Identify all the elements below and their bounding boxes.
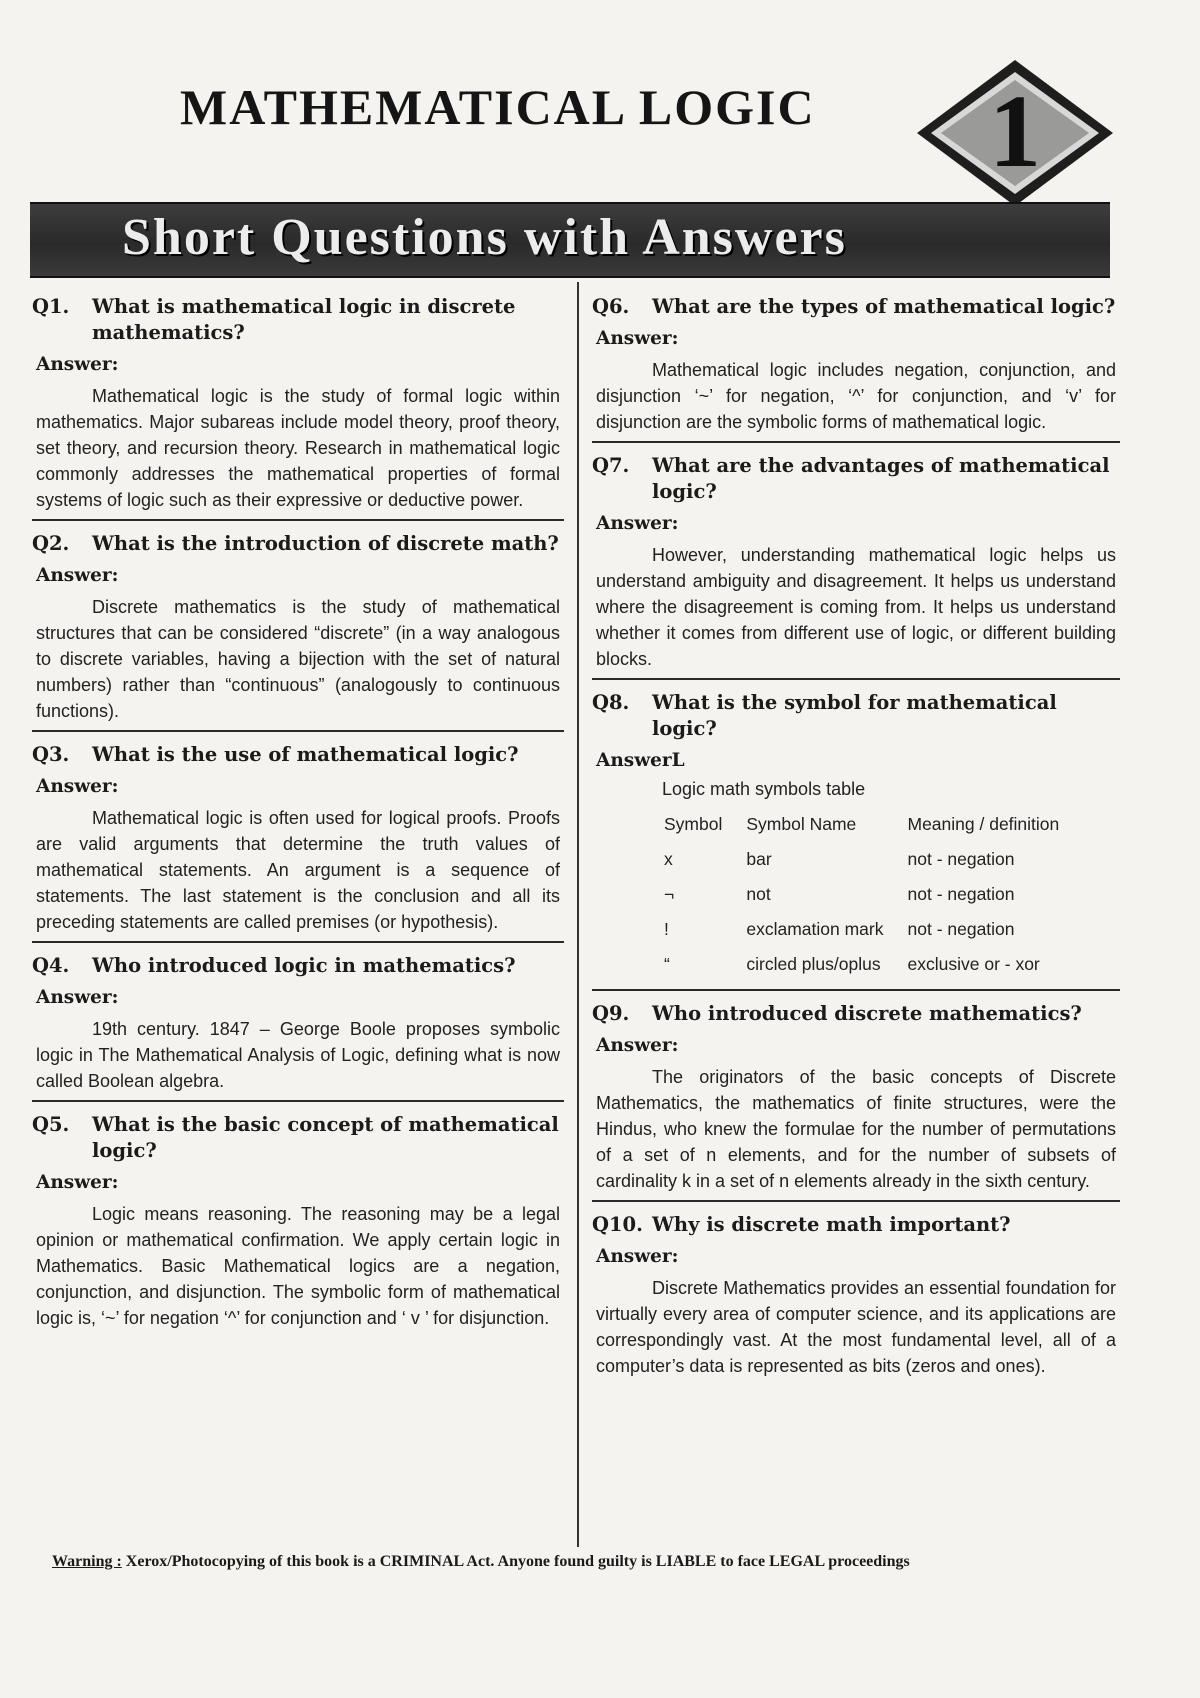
question-number: Q8. <box>592 691 630 714</box>
qa-block-q4 <box>32 953 564 1102</box>
right-column <box>592 294 1120 1395</box>
answer-label: Answer: <box>596 1035 679 1056</box>
qa-block-q2 <box>32 531 564 732</box>
section-banner <box>30 202 1110 278</box>
symbol-cell: ¬ <box>664 884 675 904</box>
answer-text: Mathematical logic includes negation, conjunction, and disjunction ‘~’ for negation, ‘^’ for conjunction, and ‘v’ for disjunction are the symbolic forms of mathematical logic. <box>596 360 1116 432</box>
answer-label: Answer: <box>36 1172 119 1193</box>
answer-label: AnswerL <box>596 750 685 771</box>
question <box>32 1112 564 1164</box>
qa-block-q8 <box>592 690 1120 991</box>
question <box>592 1212 1120 1238</box>
table-row <box>652 843 1071 878</box>
question <box>592 453 1120 505</box>
table-row <box>652 948 1071 983</box>
answer-text: Mathematical logic is often used for logical proofs. Proofs are valid arguments that determine the truth values of mathematical statements. An argument is a sequence of statements. The last statement is the conclusion and all its preceding statements are called premises (or hypothesis). <box>36 808 560 932</box>
qa-block-q7 <box>592 453 1120 680</box>
warning-label: Warning : <box>52 1553 122 1570</box>
qa-block-q9 <box>592 1001 1120 1202</box>
question-number: Q5. <box>32 1113 70 1136</box>
table-row <box>652 878 1071 913</box>
left-column <box>32 294 564 1347</box>
symbol-name-cell: circled plus/oplus <box>746 954 881 974</box>
answer-text: Discrete Mathematics provides an essential foundation for virtually every area of computer science, and its applications are correspondingly vast. At the most fundamental level, all of a computer’s data is represented as bits (zeros and ones). <box>596 1278 1116 1376</box>
answer-label: Answer: <box>36 987 119 1008</box>
question-number: Q10. <box>592 1213 643 1236</box>
question <box>32 742 564 768</box>
question-number: Q2. <box>32 532 70 555</box>
question <box>592 294 1120 320</box>
column-header: Symbol Name <box>746 814 857 834</box>
meaning-cell: not - negation <box>907 849 1015 869</box>
answer-text: 19th century. 1847 – George Boole proposes symbolic logic in The Mathematical Analysis of Logic, defining what is now called Boolean algebra. <box>36 1019 560 1091</box>
question <box>32 953 564 979</box>
question-text: What are the advantages of mathematical logic? <box>652 454 1110 503</box>
question-text: Why is discrete math important? <box>652 1213 1011 1236</box>
chapter-title: MATHEMATICAL LOGIC <box>180 79 816 135</box>
chapter-number-badge <box>915 58 1115 208</box>
column-header: Symbol <box>664 814 723 834</box>
answer-label: Answer: <box>36 776 119 797</box>
table-row <box>652 913 1071 948</box>
answer-label: Answer: <box>36 565 119 586</box>
qa-block-q1 <box>32 294 564 521</box>
question-text: Who introduced discrete mathematics? <box>652 1002 1082 1025</box>
symbol-cell: ! <box>664 919 669 939</box>
qa-block-q5 <box>32 1112 564 1337</box>
symbol-table-title: Logic math symbols table <box>662 779 866 799</box>
answer-label: Answer: <box>596 513 679 534</box>
warning-text: Xerox/Photocopying of this book is a CRIMINAL Act. Anyone found guilty is LIABLE to face LEGAL proceedings <box>125 1553 910 1570</box>
meaning-cell: not - negation <box>907 884 1015 904</box>
question-number: Q3. <box>32 743 70 766</box>
question-text: What is the introduction of discrete math? <box>92 532 559 555</box>
answer-text: However, understanding mathematical logic helps us understand ambiguity and disagreement. It helps us understand where the disagreement is coming from. It helps us understand whether it comes from different use of logic, or different building blocks. <box>596 545 1116 669</box>
question-text: What is the use of mathematical logic? <box>92 743 519 766</box>
question-number: Q1. <box>32 295 70 318</box>
question-number: Q4. <box>32 954 70 977</box>
question-text: Who introduced logic in mathematics? <box>92 954 516 977</box>
symbol-table <box>652 808 1071 983</box>
question-number: Q9. <box>592 1002 630 1025</box>
question <box>32 531 564 557</box>
qa-block-q6 <box>592 294 1120 443</box>
qa-block-q3 <box>32 742 564 943</box>
answer-text: Logic means reasoning. The reasoning may be a legal opinion or mathematical confirmation. We apply certain logic in Mathematics. Basic Mathematical logics are a negation, conjunction, and disjunction. The symbolic form of mathematical logic is, ‘~’ for negation ‘^’ for conjunction and ‘ v ’ for disjunction. <box>36 1204 560 1328</box>
question <box>592 690 1120 742</box>
meaning-cell: not - negation <box>907 919 1015 939</box>
question-text: What is the basic concept of mathematical logic? <box>92 1113 559 1162</box>
chapter-number: 1 <box>989 74 1041 189</box>
symbol-name-cell: exclamation mark <box>746 919 884 939</box>
question-text: What is the symbol for mathematical logic? <box>652 691 1057 740</box>
question-text: What are the types of mathematical logic? <box>652 295 1116 318</box>
table-header-row <box>652 808 1071 843</box>
column-header: Meaning / definition <box>907 814 1060 834</box>
answer-label: Answer: <box>596 1246 679 1267</box>
answer-label: Answer: <box>36 354 119 375</box>
answer-text: Discrete mathematics is the study of mathematical structures that can be considered “discrete” (in a way analogous to discrete variables, having a bijection with the set of natural numbers) rather than “continuous” (analogously to continuous functions). <box>36 597 560 721</box>
question <box>32 294 564 346</box>
question-number: Q7. <box>592 454 630 477</box>
qa-block-q10 <box>592 1212 1120 1385</box>
symbol-name-cell: not <box>746 884 771 904</box>
question-text: What is mathematical logic in discrete mathematics? <box>92 295 516 344</box>
symbol-cell: x <box>664 849 673 869</box>
answer-text: The originators of the basic concepts of Discrete Mathematics, the mathematics of finite structures, were the Hindus, who knew the formulae for the number of permutations of a set of n elements, and for the number of subsets of cardinality k in a set of n elements already in the sixth century. <box>596 1067 1116 1191</box>
symbol-cell: “ <box>664 954 670 974</box>
symbol-name-cell: bar <box>746 849 772 869</box>
answer-label: Answer: <box>596 328 679 349</box>
question <box>592 1001 1120 1027</box>
answer-text: Mathematical logic is the study of formal logic within mathematics. Major subareas include model theory, proof theory, set theory, and recursion theory. Research in mathematical logic commonly addresses the mathematical properties of formal systems of logic such as their expressive or deductive power. <box>36 386 560 510</box>
banner-title: Short Questions with Answers <box>122 209 847 266</box>
question-number: Q6. <box>592 295 630 318</box>
meaning-cell: exclusive or - xor <box>907 954 1040 974</box>
column-divider <box>577 282 579 1547</box>
copyright-warning <box>52 1553 1132 1571</box>
